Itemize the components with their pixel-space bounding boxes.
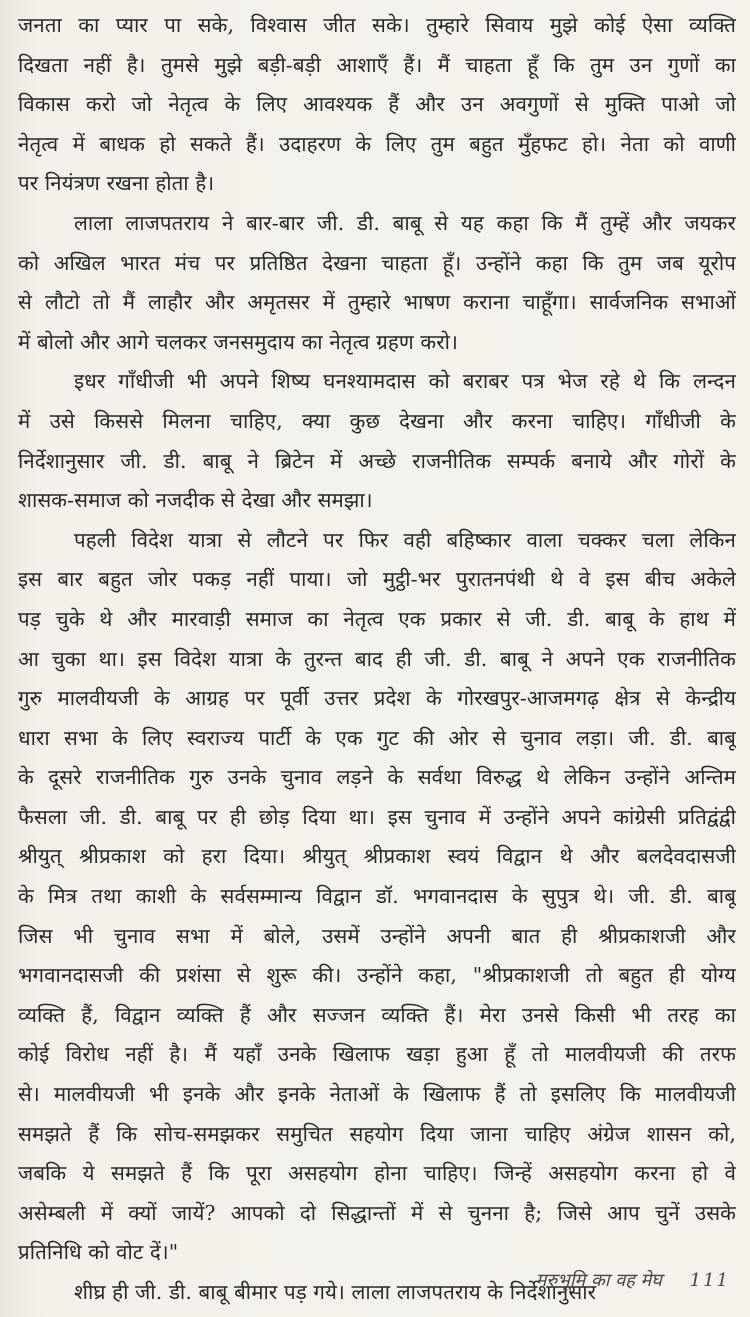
text-line: लाला लाजपतराय ने बार-बार जी. डी. बाबू से यह कहा कि मैं तुम्हें और जयकर <box>74 210 736 235</box>
text-line: जिस भी चुनाव सभा में बोले, उसमें उन्होंने अपनी बात ही श्रीप्रकाशजी और <box>18 923 736 948</box>
paragraph <box>18 521 736 1273</box>
text-line: जबकि ये समझते हैं कि पूरा असहयोग होना चाहिए। जिन्हें असहयोग करना हो वे <box>18 1161 736 1186</box>
text-line: पहली विदेश यात्रा से लौटने पर फिर वही बहिष्कार वाला चक्कर चला लेकिन <box>74 527 736 552</box>
text-line: दिखता नहीं है। तुमसे मुझे बड़ी-बड़ी आशाएँ हैं। मैं चाहता हूँ कि तुम उन गुणों का <box>18 52 736 77</box>
text-line: में उसे किससे मिलना चाहिए, क्या कुछ देखना और करना चाहिए। गाँधीजी के <box>18 408 736 433</box>
text-line: से। मालवीयजी भी इनके और इनके नेताओं के खिलाफ हैं तो इसलिए कि मालवीयजी <box>18 1082 736 1107</box>
text-line: को अखिल भारत मंच पर प्रतिष्ठित देखना चाहता हूँ। उन्होंने कहा कि तुम जब यूरोप <box>18 250 736 275</box>
text-line: पर नियंत्रण रखना होता है। <box>18 171 215 196</box>
page-footer <box>536 1268 730 1292</box>
text-line: गुरु मालवीयजी के आग्रह पर पूर्वी उत्तर प्रदेश के गोरखपुर-आजमगढ़ क्षेत्र से केन्द्रीय <box>18 686 736 711</box>
text-line: शासक-समाज को नजदीक से देखा और समझा। <box>18 488 373 513</box>
text-line: शीघ्र ही जी. डी. बाबू बीमार पड़ गये। लाला लाजपतराय के निर्देशानुसार <box>74 1280 597 1304</box>
text-line: फैसला जी. डी. बाबू पर ही छोड़ दिया था। इस चुनाव में उन्होंने अपने कांग्रेसी प्रतिद्वंद्वी <box>18 804 736 829</box>
text-line: श्रीयुत् श्रीप्रकाश को हरा दिया। श्रीयुत् श्रीप्रकाश स्वयं विद्वान थे और बलदेवदासजी <box>18 844 736 869</box>
paragraph <box>18 362 736 520</box>
text-line: कोई विरोध नहीं है। मैं यहाँ उनके खिलाफ खड़ा हुआ हूँ तो मालवीयजी की तरफ <box>18 1042 736 1067</box>
text-line: के दूसरे राजनीतिक गुरु उनके चुनाव लड़ने के सर्वथा विरुद्ध थे लेकिन उन्होंने अन्तिम <box>18 765 736 790</box>
text-line: असेम्बली में क्यों जायें? आपको दो सिद्धान्तों में से चुनना है; जिसे आप चुनें उसके <box>18 1200 736 1225</box>
text-line: विकास करो जो नेतृत्व के लिए आवश्यक हैं और उन अवगुणों से मुक्ति पाओ जो <box>18 92 736 117</box>
text-line: प्रतिनिधि को वोट दें।" <box>18 1240 179 1265</box>
paragraph <box>18 6 736 204</box>
text-line: इस बार बहुत जोर पकड़ नहीं पाया। जो मुट्ठी-भर पुरातनपंथी थे वे इस बीच अकेले <box>18 567 736 592</box>
text-line: आ चुका था। इस विदेश यात्रा के तुरन्त बाद ही जी. डी. बाबू ने अपने एक राजनीतिक <box>18 646 736 671</box>
page-number: 111 <box>689 1270 730 1291</box>
text-line: पड़ चुके थे और मारवाड़ी समाज का नेतृत्व एक प्रकार से जी. डी. बाबू के हाथ में <box>18 606 736 631</box>
paragraph <box>18 204 736 362</box>
text-line: नेतृत्व में बाधक हो सकते हैं। उदाहरण के लिए तुम बहुत मुँहफट हो। नेता को वाणी <box>18 131 736 156</box>
text-line: के मित्र तथा काशी के सर्वसम्मान्य विद्वान डॉ. भगवानदास के सुपुत्र थे। जी. डी. बाबू <box>18 884 736 909</box>
text-line: व्यक्ति हैं, विद्वान व्यक्ति हैं और सज्जन व्यक्ति हैं। मेरा उनसे किसी भी तरह का <box>18 1002 736 1027</box>
text-line: से लौटो तो मैं लाहौर और अमृतसर में तुम्हारे भाषण कराना चाहूँगा। सार्वजनिक सभाओं <box>18 290 736 315</box>
running-title: मरुभूमि का वह मेघ <box>535 1270 662 1291</box>
body-text <box>18 6 736 1313</box>
text-line: में बोलो और आगे चलकर जनसमुदाय का नेतृत्व ग्रहण करो। <box>18 329 458 354</box>
text-line: भगवानदासजी की प्रशंसा से शुरू की। उन्होंने कहा, "श्रीप्रकाशजी तो बहुत ही योग्य <box>18 963 736 988</box>
text-line: जनता का प्यार पा सके, विश्वास जीत सके। तुम्हारे सिवाय मुझे कोई ऐसा व्यक्ति <box>18 13 736 37</box>
text-line: इधर गाँधीजी भी अपने शिष्य घनश्यामदास को बराबर पत्र भेज रहे थे कि लन्दन <box>74 369 736 394</box>
text-line: निर्देशानुसार जी. डी. बाबू ने ब्रिटेन में अच्छे राजनीतिक सम्पर्क बनाये और गोरों के <box>18 448 736 473</box>
text-line: धारा सभा के लिए स्वराज्य पार्टी के एक गुट की ओर से चुनाव लड़ा। जी. डी. बाबू <box>18 725 736 750</box>
text-line: समझते हैं कि सोच-समझकर समुचित सहयोग दिया जाना चाहिए अंग्रेज शासन को, <box>18 1121 736 1146</box>
